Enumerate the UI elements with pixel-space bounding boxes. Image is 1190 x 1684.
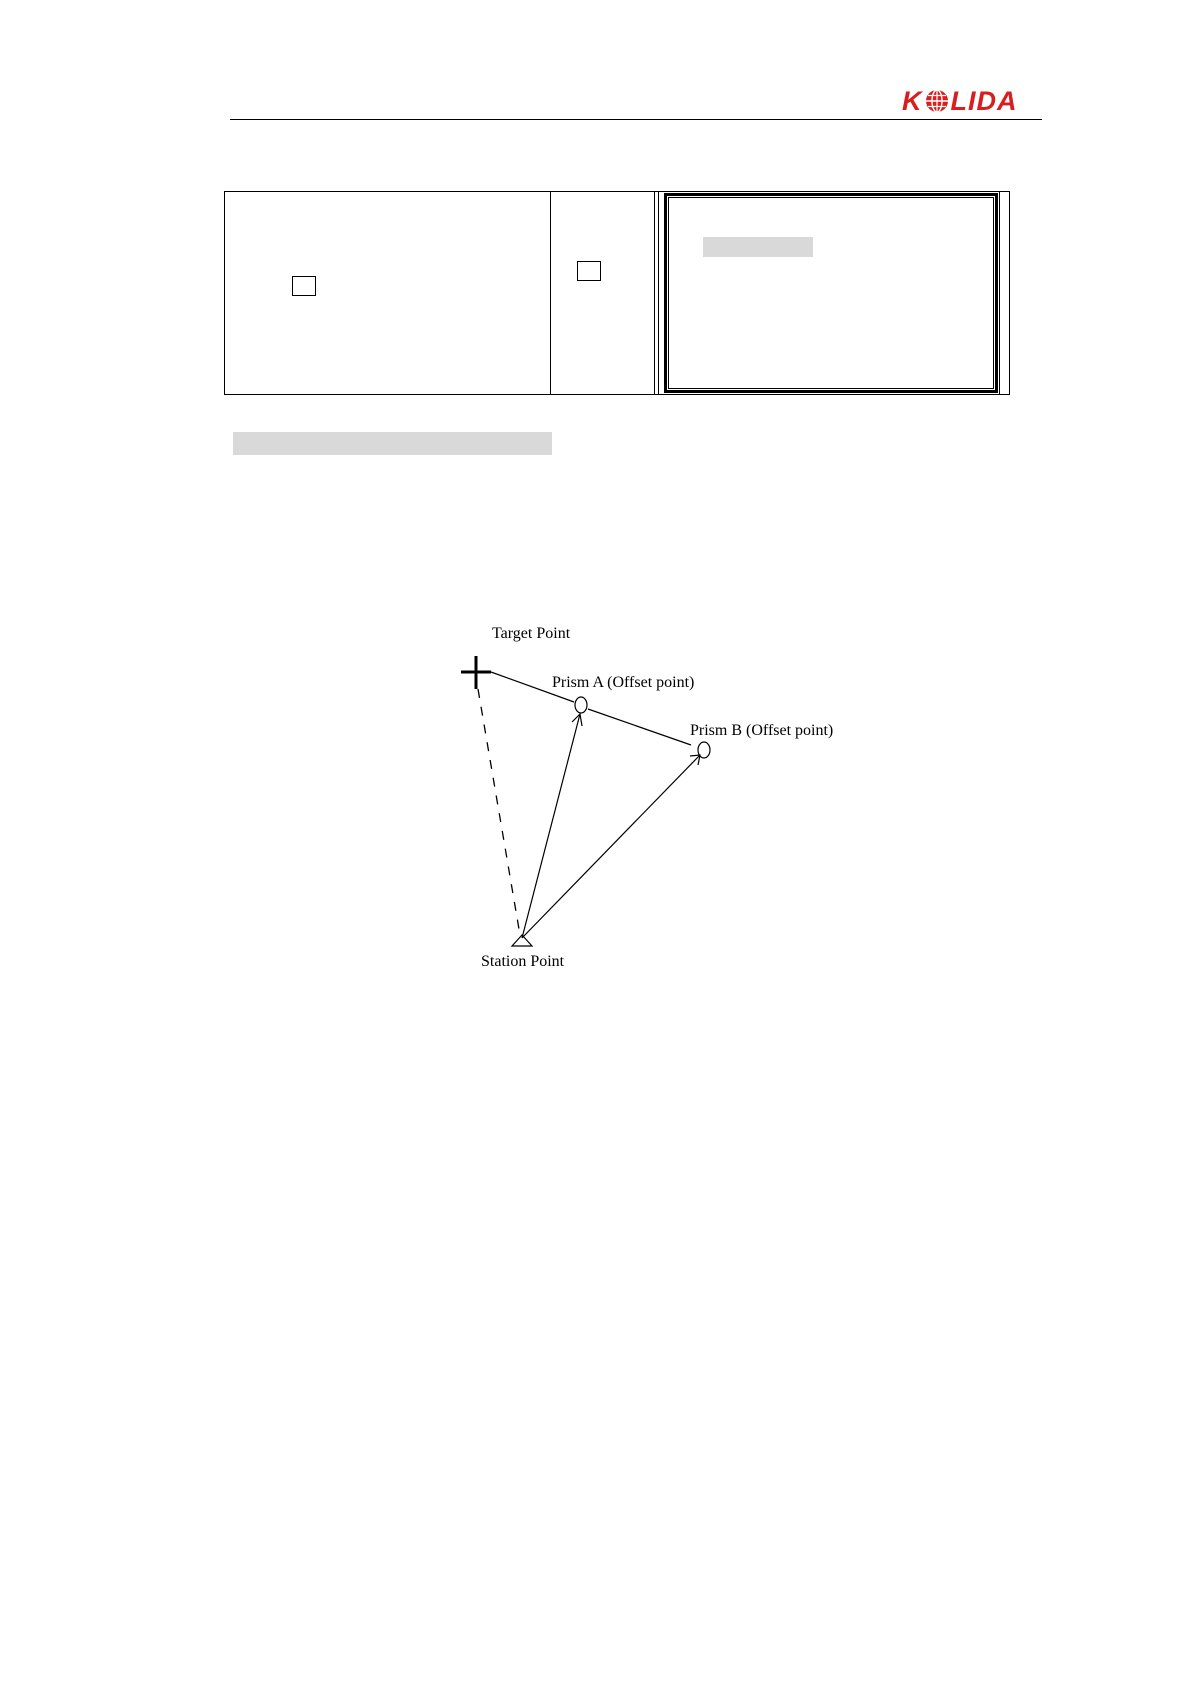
arrow-station-to-prism-b	[522, 755, 700, 938]
label-station-point: Station Point	[481, 953, 565, 970]
label-prism-b: Prism B (Offset point)	[690, 722, 834, 739]
dashed-line-station-to-target	[478, 689, 520, 935]
line-prism-a-to-prism-b	[588, 709, 691, 745]
prism-a-circle-icon	[575, 697, 587, 713]
label-prism-a: Prism A (Offset point)	[552, 674, 695, 691]
logo-letter-k: K	[902, 85, 923, 116]
arrow-station-to-prism-a	[522, 714, 580, 938]
label-target-point: Target Point	[492, 625, 571, 642]
target-cross-icon	[461, 656, 491, 689]
logo-letters-lida: LIDA	[950, 85, 1018, 116]
